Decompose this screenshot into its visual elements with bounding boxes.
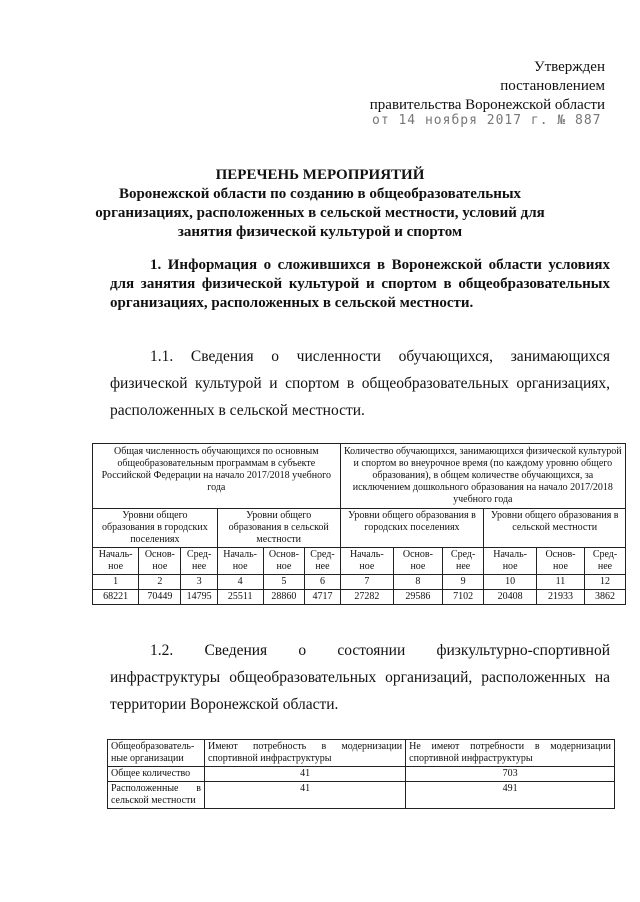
value-cell: 25511	[217, 590, 263, 605]
value-cell: 29586	[394, 590, 443, 605]
level-cell: Основ-ное	[536, 548, 584, 575]
table1-sub-rural-2: Уровни общего образования в сельской местности	[484, 509, 626, 548]
value-cell: 20408	[484, 590, 537, 605]
section-1-1	[110, 343, 610, 424]
number-cell: 10	[484, 575, 537, 590]
approval-stamp: от 14 ноября 2017 г. № 887	[372, 113, 602, 128]
value-cell: 21933	[536, 590, 584, 605]
table1-group-left: Общая численность обучающихся по основным общеобразовательным программам в субъекте Российской Федерации на начало 2017/2018 учебного года	[93, 444, 341, 509]
level-cell: Началь-ное	[217, 548, 263, 575]
title-line-4: занятия физической культурой и спортом	[177, 224, 463, 240]
value-cell: 27282	[340, 590, 393, 605]
number-cell: 11	[536, 575, 584, 590]
level-cell: Сред-нее	[585, 548, 626, 575]
table1-sub-urban: Уровни общего образования в городских поселениях	[93, 509, 218, 548]
value-cell: 68221	[93, 590, 139, 605]
number-cell: 8	[394, 575, 443, 590]
number-cell: 4	[217, 575, 263, 590]
table2-col2-header: Не имеют потребности в модернизации спортивной инфраструктуры	[406, 740, 615, 767]
level-cell: Началь-ное	[93, 548, 139, 575]
approval-line-1: Утвержден	[533, 59, 605, 75]
value-cell: 3862	[585, 590, 626, 605]
number-cell: 1	[93, 575, 139, 590]
row-need: 41	[205, 782, 406, 809]
table1-numbers-row	[93, 575, 626, 590]
value-cell: 14795	[181, 590, 217, 605]
section-1-1-text: 1.1. Сведения о численности обучающихся, занимающихся физической культурой и спортом в общеобразовательных организациях, расположенных в сельской местности.	[110, 348, 610, 419]
value-cell: 70449	[139, 590, 181, 605]
level-cell: Сред-нее	[442, 548, 484, 575]
number-cell: 5	[263, 575, 305, 590]
number-cell: 3	[181, 575, 217, 590]
row-label: Общее количество	[108, 767, 205, 782]
section-1-2-text: 1.2. Сведения о состоянии физкультурно-спортивной инфраструктуры общеобразовательных организаций, расположенных на территории Воронежской области.	[110, 642, 610, 713]
level-cell: Основ-ное	[139, 548, 181, 575]
level-cell: Началь-ное	[484, 548, 537, 575]
section-1-text: 1. Информация о сложившихся в Воронежской области условиях для занятия физической культурой и спортом в общеобразовательных организациях, расположенных в сельской местности.	[110, 257, 610, 311]
approval-block	[370, 58, 605, 115]
table2-col1-header: Имеют потребность в модернизации спортивной инфраструктуры	[205, 740, 406, 767]
students-table	[92, 443, 626, 605]
approval-line-2: постановлением	[500, 78, 605, 94]
section-1-heading	[110, 256, 610, 313]
number-cell: 9	[442, 575, 484, 590]
table1-values-row	[93, 590, 626, 605]
title-line-1: ПЕРЕЧЕНЬ МЕРОПРИЯТИЙ	[215, 167, 425, 183]
number-cell: 12	[585, 575, 626, 590]
row-no-need: 491	[406, 782, 615, 809]
level-cell: Сред-нее	[305, 548, 340, 575]
level-cell: Основ-ное	[394, 548, 443, 575]
table-row	[108, 767, 615, 782]
table-row	[108, 782, 615, 809]
approval-line-3: правительства Воронежской области	[369, 97, 605, 113]
row-label: Расположенные в сельской местности	[108, 782, 205, 809]
row-no-need: 703	[406, 767, 615, 782]
level-cell: Началь-ное	[340, 548, 393, 575]
table1-sub-rural: Уровни общего образования в сельской местности	[217, 509, 340, 548]
table1-group-right: Количество обучающихся, занимающихся физической культурой и спортом во внеурочное время (по каждому уровню общего образования), в общем количестве обучающихся, за исключением дошкольного образования на начало 2017/2018 учебного года	[340, 444, 625, 509]
value-cell: 4717	[305, 590, 340, 605]
section-1-2	[110, 637, 610, 718]
table2-col0-header: Общеобразователь-ные организации	[108, 740, 205, 767]
number-cell: 2	[139, 575, 181, 590]
infrastructure-table	[107, 739, 615, 809]
title-line-3: организациях, расположенных в сельской местности, условий для	[95, 205, 545, 221]
table1-levels-row	[93, 548, 626, 575]
number-cell: 6	[305, 575, 340, 590]
level-cell: Сред-нее	[181, 548, 217, 575]
value-cell: 7102	[442, 590, 484, 605]
number-cell: 7	[340, 575, 393, 590]
level-cell: Основ-ное	[263, 548, 305, 575]
value-cell: 28860	[263, 590, 305, 605]
title-line-2: Воронежской области по созданию в общеобразовательных	[118, 186, 522, 202]
document-title	[0, 166, 640, 242]
table1-sub-urban-2: Уровни общего образования в городских поселениях	[340, 509, 484, 548]
row-need: 41	[205, 767, 406, 782]
